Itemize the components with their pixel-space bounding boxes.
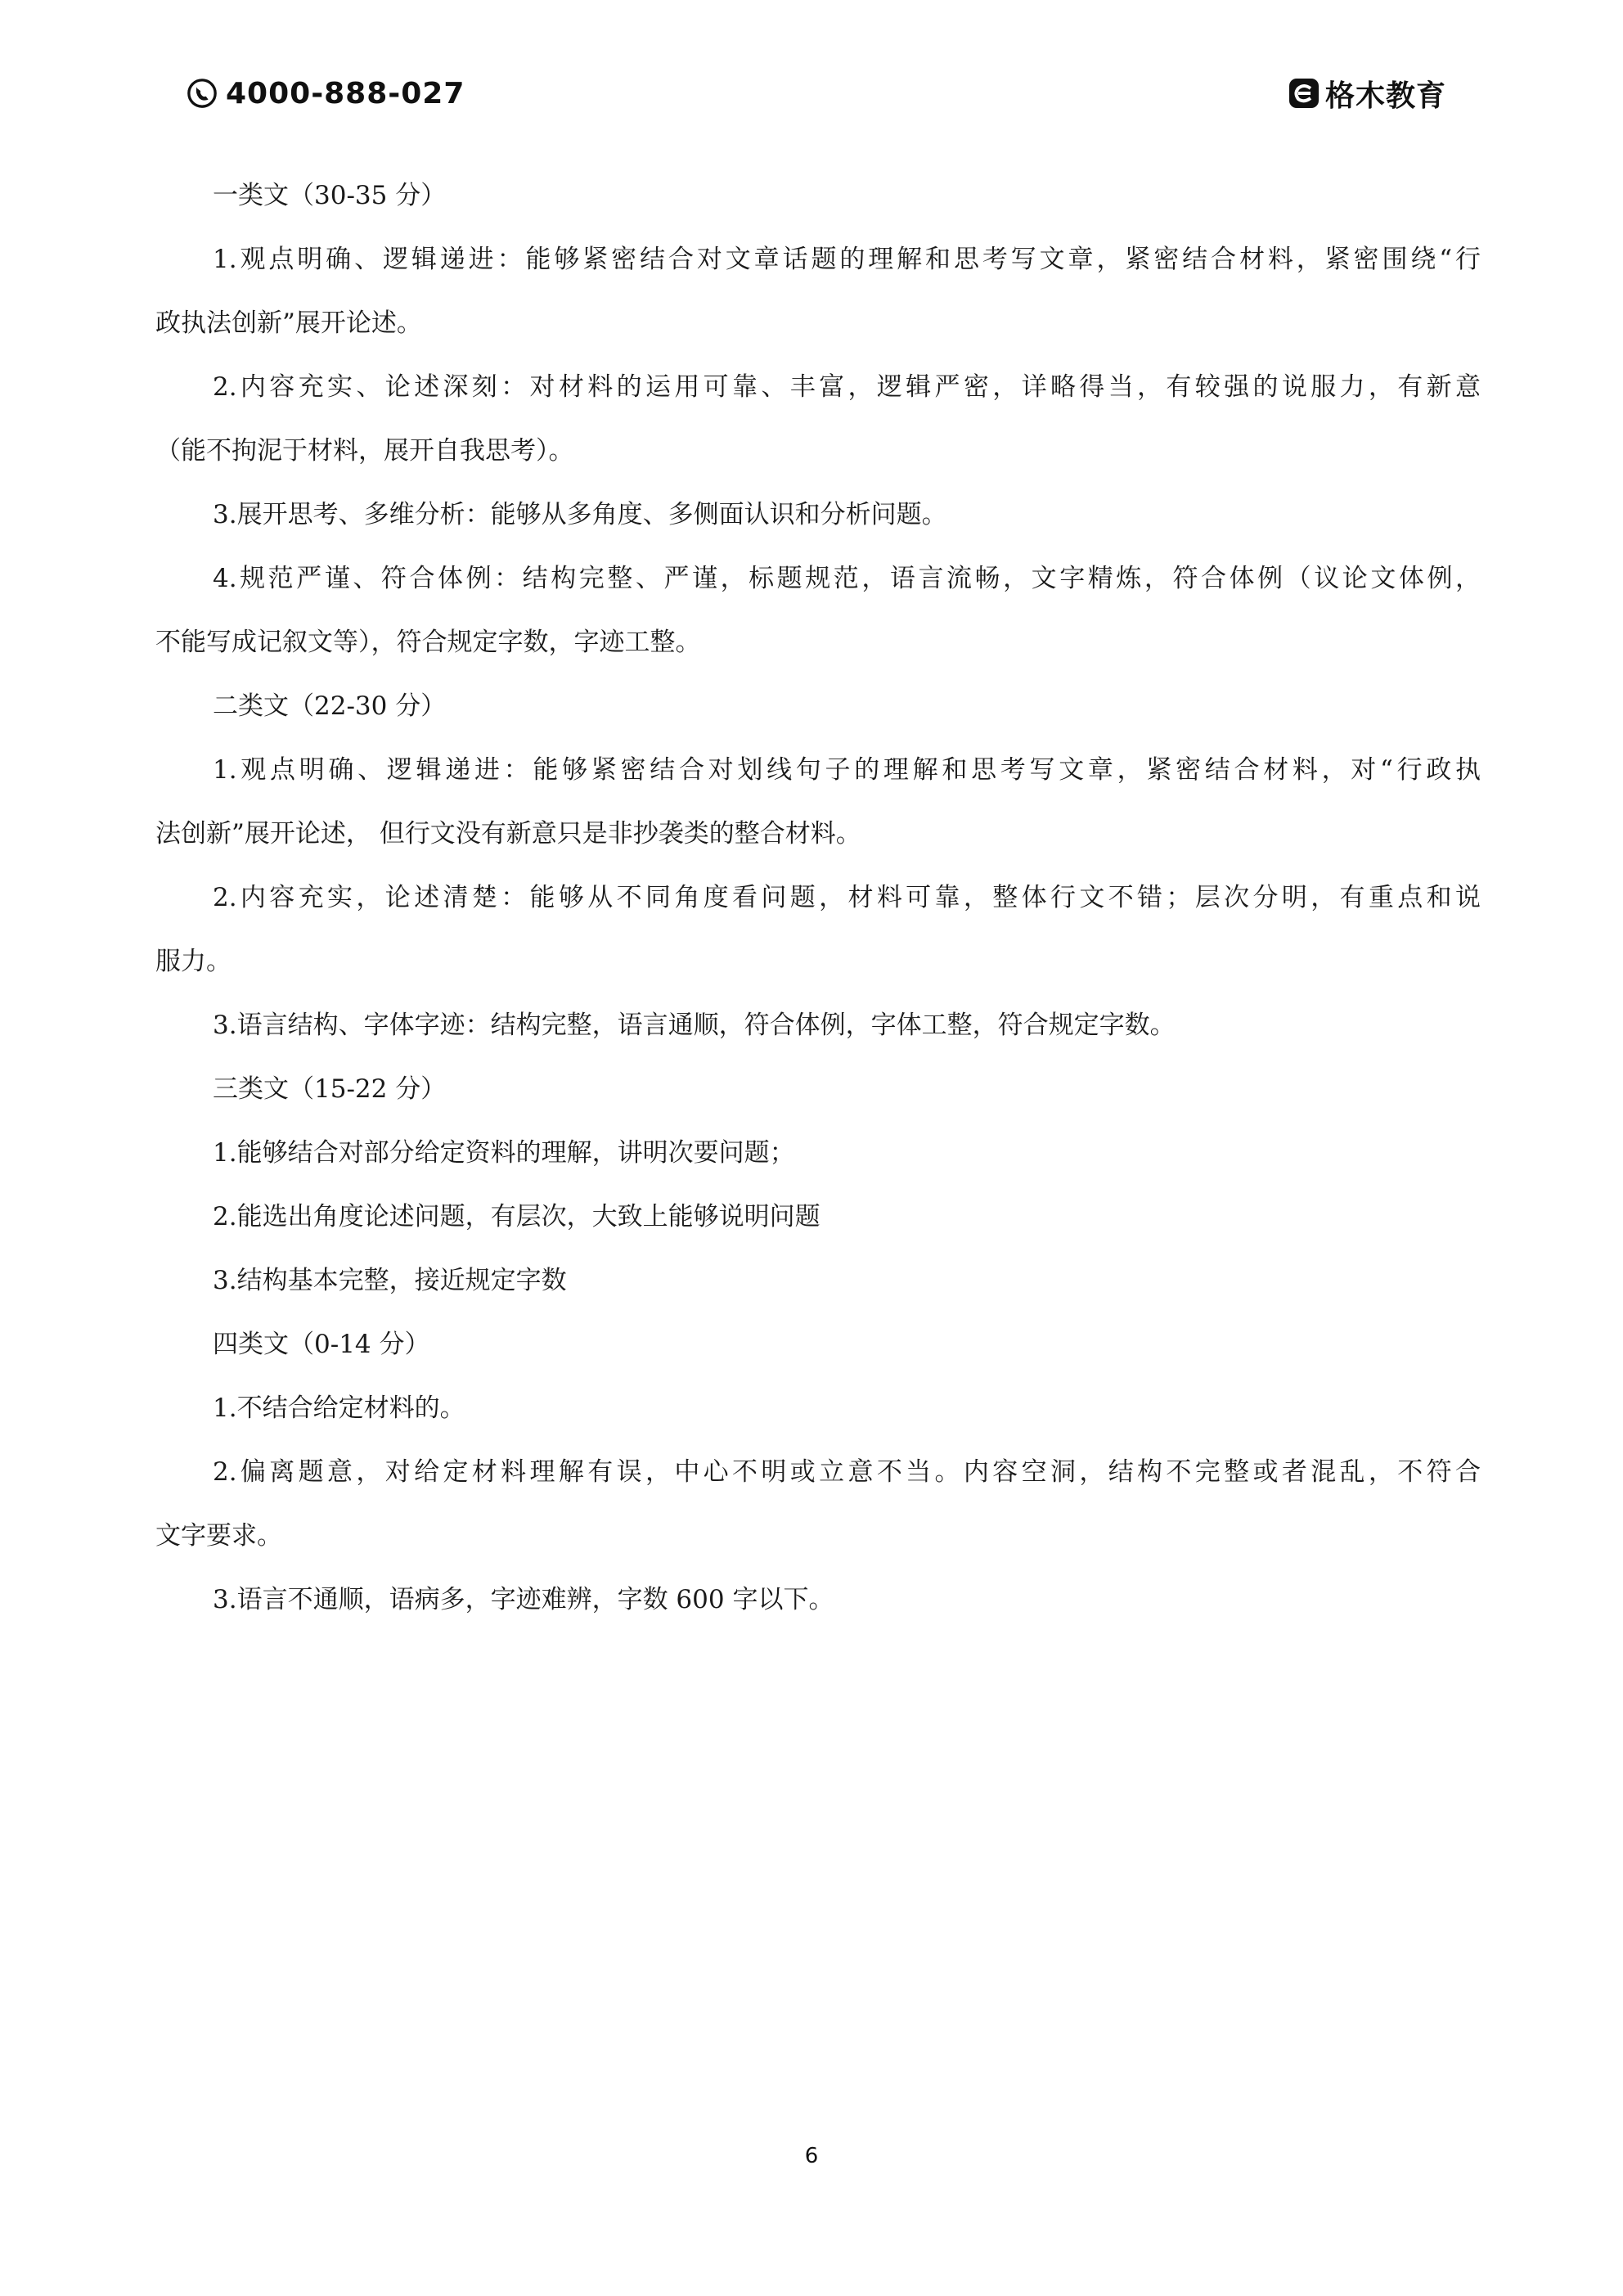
criteria-line: 政执法创新”展开论述。 <box>155 308 422 338</box>
criteria-line: 3.语言不通顺，语病多，字迹难辨，字数 600 字以下。 <box>213 1585 834 1614</box>
criteria-line: 2.能选出角度论述问题，有层次，大致上能够说明问题 <box>213 1202 820 1231</box>
criteria-line: 3.语言结构、字体字迹：结构完整，语言通顺，符合体例，字体工整，符合规定字数。 <box>213 1011 1176 1040</box>
criteria-line: 2.偏离题意，对给定材料理解有误，中心不明或立意不当。内容空洞，结构不完整或者混乱，不符合 <box>213 1457 1481 1487</box>
brand-name: 格木教育 <box>1324 79 1446 113</box>
criteria-line: 2.内容充实，论述清楚：能够从不同角度看问题，材料可靠，整体行文不错；层次分明，有重点和说 <box>213 883 1481 912</box>
phone-icon <box>187 78 218 109</box>
logo-icon <box>1288 77 1320 110</box>
section-heading-class-3: 三类文（15-22 分） <box>213 1074 447 1104</box>
criteria-line: 1.能够结合对部分给定资料的理解，讲明次要问题； <box>213 1138 795 1168</box>
brand-logo <box>1288 72 1446 115</box>
criteria-line: 服力。 <box>155 947 232 976</box>
criteria-line: 3.展开思考、多维分析：能够从多角度、多侧面认识和分析问题。 <box>213 500 947 529</box>
section-heading-class-4: 四类文（0-14 分） <box>213 1330 430 1359</box>
criteria-line: 1.观点明确、逻辑递进：能够紧密结合对划线句子的理解和思考写文章，紧密结合材料，对“行政执 <box>213 755 1481 785</box>
section-heading-class-1: 一类文（30-35 分） <box>213 181 447 210</box>
criteria-line: 3.结构基本完整，接近规定字数 <box>213 1266 567 1295</box>
page-number: 6 <box>804 2144 819 2168</box>
section-heading-class-2: 二类文（22-30 分） <box>213 691 447 721</box>
criteria-line: （能不拘泥于材料，展开自我思考）。 <box>155 436 574 466</box>
criteria-line: 1.不结合给定材料的。 <box>213 1393 465 1423</box>
document-body <box>155 164 1481 1632</box>
criteria-line: 4.规范严谨、符合体例：结构完整、严谨，标题规范，语言流畅，文字精炼，符合体例（议论文体例， <box>213 564 1481 593</box>
hotline <box>187 72 465 115</box>
criteria-line: 不能写成记叙文等），符合规定字数，字迹工整。 <box>155 628 701 657</box>
hotline-number: 4000-888-027 <box>226 76 465 110</box>
page-header <box>187 72 1446 115</box>
criteria-line: 法创新”展开论述， 但行文没有新意只是非抄袭类的整合材料。 <box>155 819 861 849</box>
criteria-line: 1.观点明确、逻辑递进：能够紧密结合对文章话题的理解和思考写文章，紧密结合材料，紧密围绕“行 <box>213 245 1481 274</box>
criteria-line: 2.内容充实、论述深刻：对材料的运用可靠、丰富，逻辑严密，详略得当，有较强的说服力，有新意 <box>213 372 1481 402</box>
criteria-line: 文字要求。 <box>155 1521 282 1551</box>
